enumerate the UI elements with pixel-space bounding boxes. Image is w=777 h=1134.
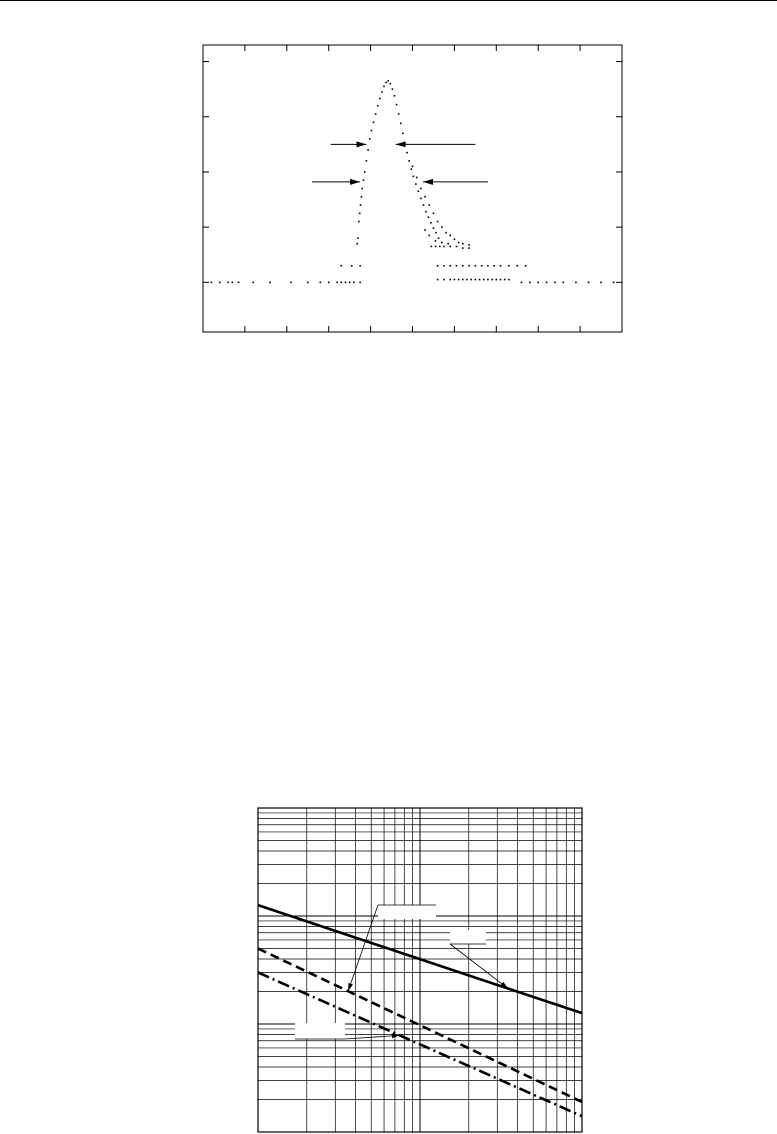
chart1-data-point	[424, 196, 426, 198]
chart1-data-point	[400, 123, 402, 125]
chart1-data-point	[458, 279, 460, 281]
chart1-data-point	[340, 282, 342, 284]
chart1-data-point	[424, 229, 426, 231]
chart1-data-point	[433, 227, 435, 229]
chart1-data-point	[269, 282, 271, 284]
chart1-data-point	[516, 265, 518, 267]
chart1-data-point	[415, 183, 417, 185]
chart1-data-point	[211, 282, 213, 284]
chart1-data-point	[508, 279, 510, 281]
chart1-data-point	[410, 168, 412, 170]
chart1-data-point	[563, 282, 565, 284]
chart2-callout-leader	[348, 905, 378, 991]
chart1-data-point	[458, 242, 460, 244]
chart1-data-point	[396, 104, 398, 106]
chart1-data-point	[496, 279, 498, 281]
chart1-data-point	[351, 265, 353, 267]
chart1-data-point	[430, 222, 432, 224]
chart1-data-point	[483, 279, 485, 281]
chart1-data-point	[439, 246, 441, 248]
chart1-data-point	[462, 243, 464, 245]
chart1-data-point	[437, 279, 439, 281]
chart1-data-point	[470, 279, 472, 281]
chart1-data-point	[394, 95, 396, 97]
chart1-data-point	[336, 282, 338, 284]
chart1-data-point	[438, 237, 440, 239]
chart1-data-point	[238, 282, 240, 284]
chart1-data-point	[371, 130, 373, 132]
chart1-data-point	[356, 243, 358, 245]
chart1-data-point	[435, 240, 437, 242]
chart1-data-point	[369, 138, 371, 140]
chart1-data-point	[357, 237, 359, 239]
chart1-data-point	[537, 282, 539, 284]
chart1-data-point	[428, 235, 430, 237]
chart1-data-point	[504, 279, 506, 281]
chart1-data-point	[375, 113, 377, 115]
chart1-data-point	[398, 113, 400, 115]
chart1-data-point	[468, 247, 470, 249]
chart2-callout-leader	[450, 944, 508, 989]
chart1-data-point	[428, 216, 430, 218]
chart1-data-point	[493, 265, 495, 267]
chart2-callout-box	[295, 1023, 345, 1039]
chart1-data-point	[521, 282, 523, 284]
chart1-data-point	[363, 179, 365, 181]
chart1-data-point	[449, 235, 451, 237]
chart1-data-point	[443, 265, 445, 267]
chart1-data-point	[475, 265, 477, 267]
chart1-data-point	[529, 282, 531, 284]
chart1-data-point	[500, 265, 502, 267]
chart1-data-point	[361, 188, 363, 190]
chart1-data-point	[328, 282, 330, 284]
chart1-data-point	[449, 246, 451, 248]
chart1-data-point	[454, 238, 456, 240]
chart1-data-point	[456, 246, 458, 248]
chart1-data-point	[428, 204, 430, 206]
chart1-data-point	[435, 246, 437, 248]
chart2-callout-leader	[345, 1035, 400, 1039]
chart1-data-point	[345, 282, 347, 284]
chart1-data-point	[466, 279, 468, 281]
chart1-data-point	[525, 265, 527, 267]
chart1-data-point	[367, 149, 369, 151]
chart1-data-point	[389, 83, 391, 85]
chart1-data-point	[252, 282, 254, 284]
chart1-data-point	[408, 160, 410, 162]
chart1-data-point	[554, 282, 556, 284]
chart1-data-point	[383, 86, 385, 88]
chart1-data-point	[420, 188, 422, 190]
chart1-data-point	[445, 232, 447, 234]
chart1-data-point	[232, 282, 234, 284]
chart1-data-point	[418, 190, 420, 192]
chart1-data-point	[456, 265, 458, 267]
chart1-data-point	[443, 279, 445, 281]
chart1-data-point	[487, 279, 489, 281]
chart1-data-point	[546, 282, 548, 284]
chart1-data-point	[475, 279, 477, 281]
chart1-data-point	[613, 282, 615, 284]
chart1-data-point	[340, 265, 342, 267]
chart1-data-point	[366, 160, 368, 162]
chart1-data-point	[349, 282, 351, 284]
chart1-data-point	[481, 265, 483, 267]
chart1-data-point	[462, 279, 464, 281]
chart1-data-point	[575, 282, 577, 284]
chart1-data-point	[290, 282, 292, 284]
chart1-data-point	[468, 244, 470, 246]
chart1-data-point	[462, 247, 464, 249]
chart1-data-point	[437, 221, 439, 223]
chart1-data-point	[379, 98, 381, 100]
chart1-data-point	[425, 211, 427, 213]
chart1-data-point	[373, 121, 375, 123]
chart1-data-point	[413, 176, 415, 178]
chart1-data-point	[358, 221, 360, 223]
chart1-data-point	[404, 142, 406, 144]
chart1-data-point	[588, 282, 590, 284]
chart1-data-point	[227, 282, 229, 284]
chart1-data-point	[359, 213, 361, 215]
chart1-data-point	[443, 246, 445, 248]
chart2-callout-box	[450, 930, 486, 944]
chart1-data-point	[364, 171, 366, 173]
chart1-data-point	[392, 88, 394, 90]
chart1-data-point	[441, 226, 443, 228]
chart1-data-point	[320, 282, 322, 284]
chart1-data-point	[449, 265, 451, 267]
chart1-data-point	[412, 166, 414, 168]
chart1-data-point	[431, 246, 433, 248]
chart1-data-point	[600, 282, 602, 284]
chart1-data-point	[359, 265, 361, 267]
chart1-data-point	[406, 152, 408, 154]
chart1-data-point	[359, 282, 361, 284]
chart1-data-point	[381, 91, 383, 93]
chart1-data-point	[449, 279, 451, 281]
chart1-data-point	[307, 282, 309, 284]
chart1-data-point	[385, 82, 387, 84]
chart1-data-point	[508, 265, 510, 267]
chart1-data-point	[423, 204, 425, 206]
chart1-data-point	[377, 105, 379, 107]
chart1-data-point	[433, 213, 435, 215]
chart1-data-point	[353, 282, 355, 284]
chart1-data-point	[416, 177, 418, 179]
chart1-data-point	[387, 80, 389, 82]
chart1-data-point	[441, 242, 443, 244]
chart1-data-point	[420, 198, 422, 200]
chart1-data-point	[437, 265, 439, 267]
chart1-data-point	[500, 279, 502, 281]
chart1-data-point	[491, 279, 493, 281]
chart1-data-point	[462, 265, 464, 267]
chart1-data-point	[360, 204, 362, 206]
chart1-data-point	[402, 133, 404, 135]
chart1-data-point	[219, 282, 221, 284]
chart1-data-point	[447, 243, 449, 245]
chart1-data-point	[487, 265, 489, 267]
chart1-data-point	[435, 232, 437, 234]
chart1-frame	[203, 45, 622, 332]
chart1-data-point	[468, 265, 470, 267]
chart2-callout-box	[378, 905, 436, 919]
chart1-data-point	[361, 196, 363, 198]
chart1-data-point	[454, 279, 456, 281]
chart1-data-point	[479, 279, 481, 281]
